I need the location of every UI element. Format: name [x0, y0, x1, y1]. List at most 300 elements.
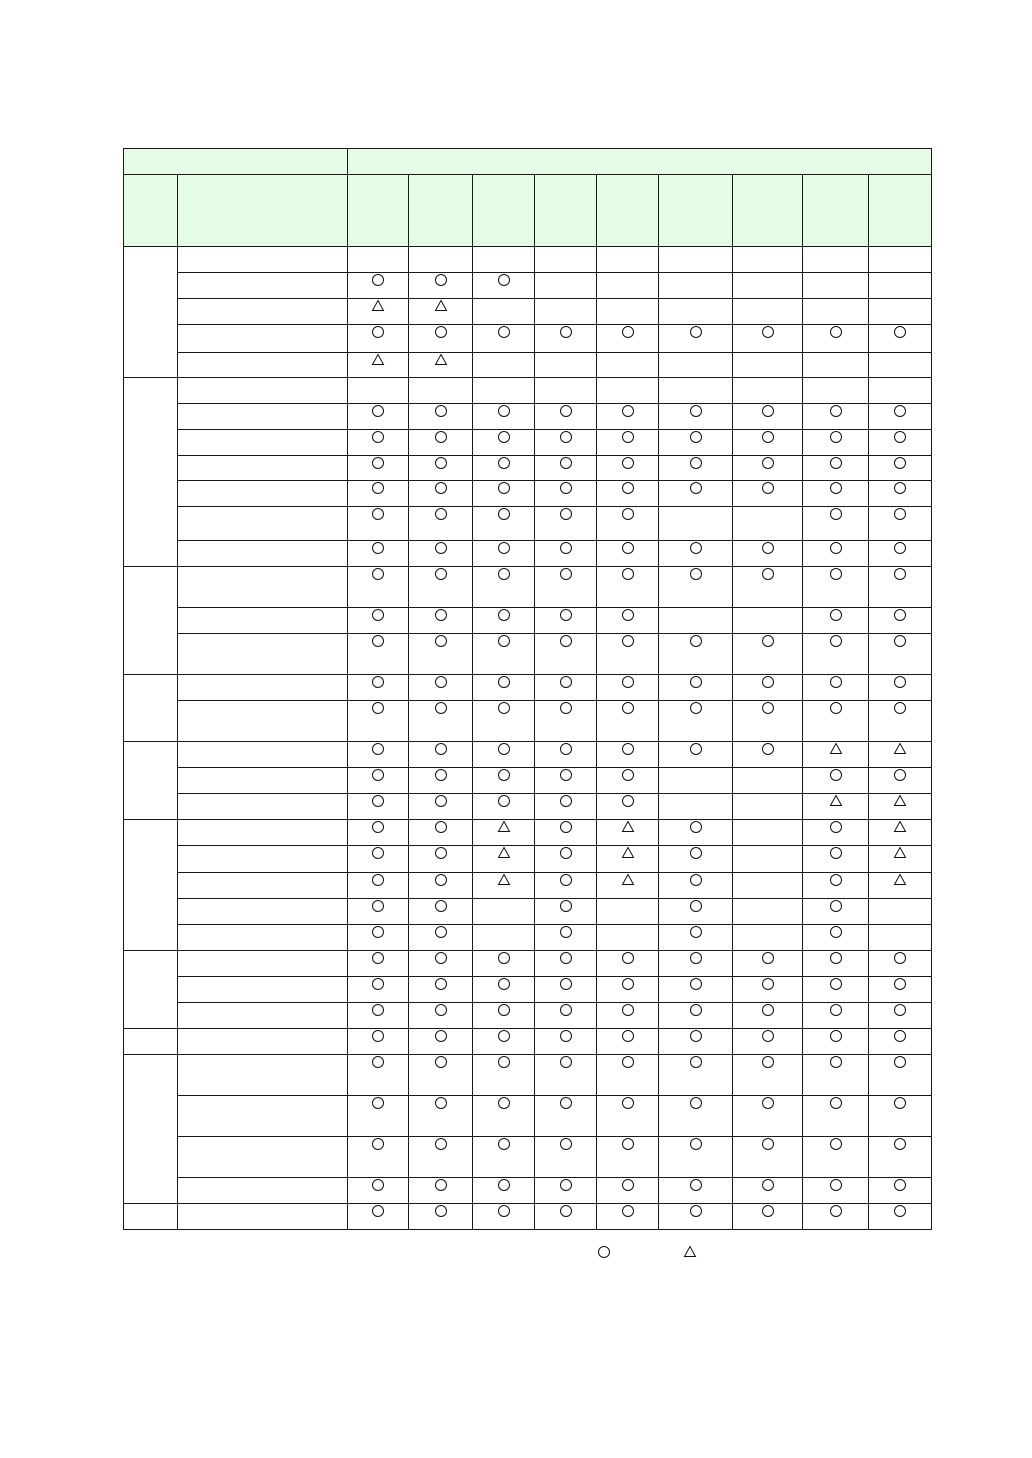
support-cell — [803, 247, 869, 273]
support-cell — [597, 507, 659, 541]
support-cell — [597, 899, 659, 925]
triangle-mark-icon — [371, 299, 385, 313]
support-cell — [597, 430, 659, 456]
support-cell — [869, 1003, 932, 1029]
circle-mark-icon — [689, 1137, 703, 1151]
support-cell — [869, 404, 932, 430]
circle-mark-icon — [434, 608, 448, 622]
support-cell — [869, 899, 932, 925]
support-cell — [803, 481, 869, 507]
category-cell — [124, 951, 178, 1029]
support-cell — [597, 977, 659, 1003]
circle-mark-icon — [559, 1137, 573, 1151]
support-cell — [733, 353, 803, 378]
support-cell — [803, 820, 869, 846]
support-cell — [869, 299, 932, 325]
circle-mark-icon — [761, 742, 775, 756]
item-cell — [178, 353, 348, 378]
circle-mark-icon — [371, 430, 385, 444]
support-cell — [535, 404, 597, 430]
circle-mark-icon — [371, 1055, 385, 1069]
support-cell — [803, 742, 869, 768]
support-cell — [535, 768, 597, 794]
support-cell — [803, 634, 869, 675]
support-cell — [659, 1137, 733, 1178]
item-cell — [178, 951, 348, 977]
circle-mark-icon — [434, 325, 448, 339]
circle-mark-icon — [893, 507, 907, 521]
support-cell — [348, 273, 409, 299]
item-cell — [178, 1096, 348, 1137]
triangle-mark-icon — [497, 873, 511, 887]
circle-mark-icon — [829, 846, 843, 860]
table-row — [124, 541, 932, 567]
support-cell — [803, 899, 869, 925]
circle-mark-icon — [497, 325, 511, 339]
support-cell — [659, 325, 733, 353]
support-cell — [733, 325, 803, 353]
support-cell — [535, 1003, 597, 1029]
item-cell — [178, 378, 348, 404]
support-cell — [473, 634, 535, 675]
support-cell — [535, 675, 597, 701]
support-cell — [535, 456, 597, 481]
support-cell — [659, 1204, 733, 1230]
table-row — [124, 873, 932, 899]
circle-mark-icon — [371, 541, 385, 555]
support-cell — [473, 1029, 535, 1055]
support-cell — [733, 820, 803, 846]
circle-mark-icon — [371, 507, 385, 521]
circle-mark-icon — [689, 951, 703, 965]
table-row — [124, 247, 932, 273]
circle-mark-icon — [559, 899, 573, 913]
circle-mark-icon — [434, 456, 448, 470]
circle-mark-icon — [434, 273, 448, 287]
support-cell — [803, 768, 869, 794]
circle-mark-icon — [689, 1096, 703, 1110]
support-cell — [659, 608, 733, 634]
item-cell — [178, 873, 348, 899]
item-cell — [178, 1003, 348, 1029]
support-cell — [409, 325, 473, 353]
circle-mark-icon — [829, 1029, 843, 1043]
circle-mark-icon — [559, 404, 573, 418]
circle-mark-icon — [371, 925, 385, 939]
item-cell — [178, 247, 348, 273]
circle-mark-icon — [497, 1029, 511, 1043]
support-cell — [733, 608, 803, 634]
support-cell — [869, 1137, 932, 1178]
circle-mark-icon — [761, 1003, 775, 1017]
support-cell — [535, 846, 597, 873]
item-cell — [178, 1178, 348, 1204]
support-cell — [535, 1178, 597, 1204]
support-cell — [348, 456, 409, 481]
support-cell — [409, 247, 473, 273]
circle-mark-icon — [893, 1055, 907, 1069]
support-cell — [535, 899, 597, 925]
support-cell — [659, 768, 733, 794]
support-cell — [597, 1055, 659, 1096]
support-cell — [597, 925, 659, 951]
item-cell — [178, 675, 348, 701]
support-cell — [869, 353, 932, 378]
support-cell — [535, 977, 597, 1003]
support-cell — [348, 675, 409, 701]
circle-mark-icon — [434, 701, 448, 715]
header-model-column-3 — [473, 175, 535, 247]
support-cell — [803, 846, 869, 873]
support-cell — [659, 541, 733, 567]
support-cell — [597, 873, 659, 899]
support-cell — [473, 507, 535, 541]
item-cell — [178, 1137, 348, 1178]
circle-mark-icon — [559, 608, 573, 622]
circle-mark-icon — [497, 541, 511, 555]
support-cell — [869, 378, 932, 404]
circle-mark-icon — [761, 1029, 775, 1043]
support-cell — [733, 1096, 803, 1137]
support-cell — [348, 899, 409, 925]
support-cell — [409, 701, 473, 742]
circle-mark-icon — [621, 675, 635, 689]
support-cell — [869, 768, 932, 794]
circle-mark-icon — [761, 567, 775, 581]
support-cell — [409, 977, 473, 1003]
support-cell — [473, 1137, 535, 1178]
circle-mark-icon — [621, 1178, 635, 1192]
circle-mark-icon — [689, 873, 703, 887]
circle-mark-icon — [497, 951, 511, 965]
support-cell — [869, 794, 932, 820]
circle-mark-icon — [497, 768, 511, 782]
table-row — [124, 430, 932, 456]
circle-mark-icon — [371, 1096, 385, 1110]
circle-mark-icon — [621, 541, 635, 555]
support-cell — [803, 430, 869, 456]
support-cell — [473, 567, 535, 608]
support-cell — [473, 608, 535, 634]
support-cell — [869, 430, 932, 456]
circle-mark-icon — [371, 634, 385, 648]
circle-mark-icon — [621, 742, 635, 756]
circle-mark-icon — [559, 456, 573, 470]
circle-mark-icon — [829, 899, 843, 913]
circle-mark-icon — [761, 1055, 775, 1069]
circle-mark-icon — [893, 1204, 907, 1218]
table-row — [124, 675, 932, 701]
circle-mark-icon — [434, 1003, 448, 1017]
item-cell — [178, 742, 348, 768]
circle-mark-icon — [371, 1137, 385, 1151]
header-model-column-7 — [733, 175, 803, 247]
table-row — [124, 353, 932, 378]
circle-mark-icon — [434, 1204, 448, 1218]
circle-mark-icon — [559, 675, 573, 689]
circle-mark-icon — [371, 1204, 385, 1218]
support-cell — [803, 507, 869, 541]
legend-triangle-icon — [682, 1244, 698, 1260]
triangle-mark-icon — [371, 353, 385, 367]
circle-mark-icon — [761, 1137, 775, 1151]
item-cell — [178, 1204, 348, 1230]
support-cell — [535, 567, 597, 608]
circle-mark-icon — [893, 481, 907, 495]
support-cell — [535, 820, 597, 846]
circle-mark-icon — [497, 634, 511, 648]
support-cell — [803, 541, 869, 567]
support-cell — [473, 873, 535, 899]
support-cell — [348, 378, 409, 404]
header-model-column-4 — [535, 175, 597, 247]
support-cell — [597, 768, 659, 794]
circle-mark-icon — [689, 404, 703, 418]
support-cell — [473, 977, 535, 1003]
table-row — [124, 768, 932, 794]
circle-mark-icon — [621, 634, 635, 648]
header-category-cell — [124, 175, 178, 247]
support-cell — [803, 1029, 869, 1055]
circle-mark-icon — [559, 1055, 573, 1069]
category-cell — [124, 1055, 178, 1204]
item-cell — [178, 507, 348, 541]
support-cell — [869, 873, 932, 899]
circle-mark-icon — [829, 634, 843, 648]
circle-mark-icon — [829, 481, 843, 495]
circle-mark-icon — [689, 675, 703, 689]
support-cell — [348, 430, 409, 456]
circle-mark-icon — [559, 481, 573, 495]
circle-mark-icon — [689, 1178, 703, 1192]
table-row — [124, 794, 932, 820]
triangle-mark-icon — [893, 846, 907, 860]
support-cell — [733, 977, 803, 1003]
circle-mark-icon — [893, 634, 907, 648]
support-cell — [733, 456, 803, 481]
support-cell — [869, 925, 932, 951]
circle-mark-icon — [434, 404, 448, 418]
support-cell — [733, 675, 803, 701]
circle-mark-icon — [371, 456, 385, 470]
support-cell — [733, 273, 803, 299]
support-cell — [597, 456, 659, 481]
support-cell — [409, 404, 473, 430]
table-row — [124, 977, 932, 1003]
circle-mark-icon — [621, 481, 635, 495]
circle-mark-icon — [497, 1137, 511, 1151]
support-cell — [733, 925, 803, 951]
circle-mark-icon — [621, 608, 635, 622]
support-cell — [803, 325, 869, 353]
circle-mark-icon — [434, 951, 448, 965]
support-cell — [733, 701, 803, 742]
table-row — [124, 1096, 932, 1137]
support-cell — [803, 701, 869, 742]
support-cell — [409, 273, 473, 299]
support-cell — [733, 768, 803, 794]
circle-mark-icon — [497, 1003, 511, 1017]
support-cell — [659, 977, 733, 1003]
circle-mark-icon — [497, 794, 511, 808]
triangle-mark-icon — [434, 353, 448, 367]
support-cell — [869, 977, 932, 1003]
circle-mark-icon — [434, 541, 448, 555]
item-cell — [178, 768, 348, 794]
circle-mark-icon — [559, 430, 573, 444]
support-cell — [348, 925, 409, 951]
support-cell — [659, 846, 733, 873]
support-cell — [659, 1055, 733, 1096]
support-cell — [659, 873, 733, 899]
circle-mark-icon — [689, 1029, 703, 1043]
support-cell — [659, 353, 733, 378]
support-cell — [733, 1137, 803, 1178]
circle-mark-icon — [689, 541, 703, 555]
table-row — [124, 634, 932, 675]
support-cell — [597, 1096, 659, 1137]
header-model-column-1 — [348, 175, 409, 247]
circle-mark-icon — [434, 742, 448, 756]
circle-mark-icon — [497, 273, 511, 287]
table-row — [124, 1137, 932, 1178]
circle-mark-icon — [497, 507, 511, 521]
circle-mark-icon — [893, 456, 907, 470]
circle-mark-icon — [559, 541, 573, 555]
item-cell — [178, 456, 348, 481]
circle-mark-icon — [621, 794, 635, 808]
circle-mark-icon — [893, 541, 907, 555]
support-cell — [473, 794, 535, 820]
support-cell — [733, 404, 803, 430]
circle-mark-icon — [829, 1003, 843, 1017]
support-cell — [733, 634, 803, 675]
circle-mark-icon — [689, 430, 703, 444]
circle-mark-icon — [689, 925, 703, 939]
support-cell — [659, 456, 733, 481]
support-cell — [803, 675, 869, 701]
support-cell — [348, 404, 409, 430]
circle-mark-icon — [829, 567, 843, 581]
support-cell — [659, 925, 733, 951]
support-cell — [473, 1003, 535, 1029]
circle-mark-icon — [689, 1055, 703, 1069]
support-cell — [473, 325, 535, 353]
table-row — [124, 567, 932, 608]
support-cell — [659, 634, 733, 675]
circle-mark-icon — [893, 768, 907, 782]
support-cell — [803, 456, 869, 481]
support-cell — [733, 846, 803, 873]
circle-mark-icon — [371, 404, 385, 418]
support-cell — [409, 507, 473, 541]
circle-mark-icon — [621, 404, 635, 418]
category-cell — [124, 247, 178, 378]
support-cell — [535, 325, 597, 353]
circle-mark-icon — [371, 567, 385, 581]
support-cell — [659, 1178, 733, 1204]
support-cell — [409, 541, 473, 567]
table-row — [124, 404, 932, 430]
support-cell — [803, 1055, 869, 1096]
triangle-mark-icon — [893, 742, 907, 756]
support-cell — [597, 353, 659, 378]
circle-mark-icon — [829, 1055, 843, 1069]
triangle-mark-icon — [497, 846, 511, 860]
table-row — [124, 925, 932, 951]
circle-mark-icon — [621, 456, 635, 470]
support-cell — [409, 846, 473, 873]
circle-mark-icon — [559, 951, 573, 965]
support-cell — [597, 481, 659, 507]
support-cell — [473, 899, 535, 925]
support-cell — [733, 742, 803, 768]
support-cell — [409, 675, 473, 701]
support-cell — [473, 1204, 535, 1230]
circle-mark-icon — [689, 820, 703, 834]
support-cell — [348, 1055, 409, 1096]
support-cell — [409, 899, 473, 925]
circle-mark-icon — [893, 608, 907, 622]
circle-mark-icon — [371, 1003, 385, 1017]
support-cell — [535, 541, 597, 567]
support-cell — [733, 299, 803, 325]
item-cell — [178, 1055, 348, 1096]
support-cell — [473, 456, 535, 481]
header-model-column-9 — [869, 175, 932, 247]
support-cell — [803, 925, 869, 951]
support-cell — [803, 1096, 869, 1137]
support-cell — [659, 299, 733, 325]
support-cell — [733, 378, 803, 404]
circle-mark-icon — [829, 325, 843, 339]
support-cell — [659, 507, 733, 541]
circle-mark-icon — [829, 507, 843, 521]
support-cell — [733, 541, 803, 567]
circle-mark-icon — [829, 675, 843, 689]
support-cell — [803, 794, 869, 820]
support-cell — [348, 951, 409, 977]
circle-mark-icon — [434, 1055, 448, 1069]
support-cell — [803, 353, 869, 378]
circle-mark-icon — [497, 456, 511, 470]
table-row — [124, 507, 932, 541]
item-cell — [178, 701, 348, 742]
circle-mark-icon — [829, 873, 843, 887]
circle-mark-icon — [761, 481, 775, 495]
table-row — [124, 1178, 932, 1204]
circle-mark-icon — [621, 325, 635, 339]
support-cell — [597, 608, 659, 634]
support-cell — [409, 634, 473, 675]
item-cell — [178, 899, 348, 925]
support-cell — [535, 378, 597, 404]
circle-mark-icon — [893, 1178, 907, 1192]
support-cell — [535, 608, 597, 634]
support-cell — [473, 846, 535, 873]
circle-mark-icon — [559, 977, 573, 991]
support-cell — [659, 378, 733, 404]
circle-mark-icon — [893, 1003, 907, 1017]
support-cell — [348, 1003, 409, 1029]
support-cell — [409, 1096, 473, 1137]
circle-mark-icon — [434, 977, 448, 991]
support-cell — [473, 951, 535, 977]
circle-mark-icon — [497, 430, 511, 444]
triangle-mark-icon — [829, 742, 843, 756]
triangle-mark-icon — [621, 846, 635, 860]
support-cell — [869, 675, 932, 701]
